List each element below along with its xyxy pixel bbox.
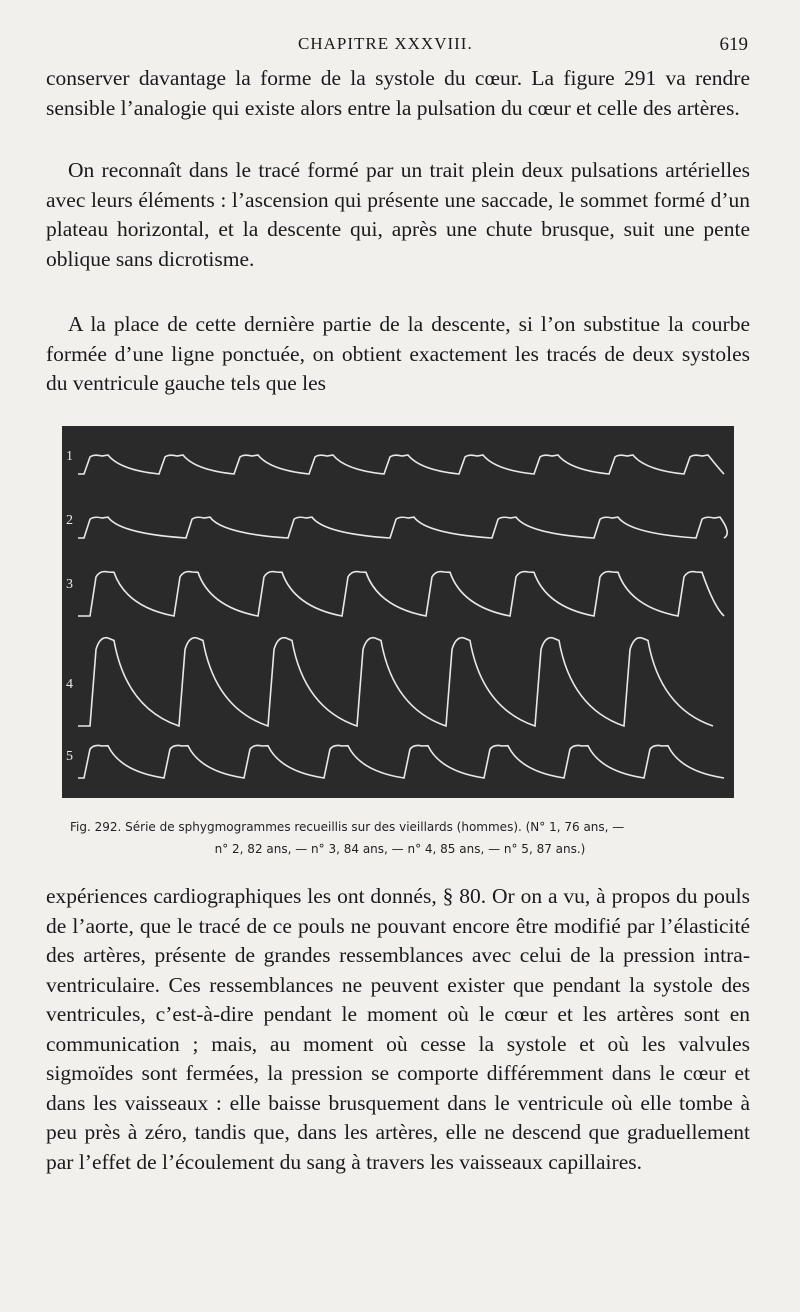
pulse-trace-1 [78,455,724,474]
caption-line-1: Fig. 292. Série de sphygmogrammes recueillis sur des vieillards (hommes). (N° 1, 76 ans, — [70,820,625,834]
sphygmogram-figure [62,426,734,798]
pulse-trace-5 [78,745,724,778]
paragraph-4: expériences cardiographiques les ont donnés, § 80. Or on a vu, à propos du pouls de l’aorte, que le tracé de ce pouls ne pouvant encore être modifié par l’élasticité des artères, présente de grandes ressemblances avec celui de la pression intra-ventriculaire. Ces ressemblances ne peuvent exister que pendant la systole des ventricules, c’est-à-dire pendant le moment où le cœur et les artères sont en communication ; mais, au moment où cesse la systole et où les valvules sigmoïdes sont fermées, la pression se comporte différemment dans le cœur et dans les vaisseaux : elle baisse brusquement dans le ventricule où elle tombe à peu près à zéro, tandis que, dans les artères, elle ne descend que graduellement par l’effet de l’écoulement du sang à travers les vaisseaux capillaires. [46,884,750,1174]
trace-label-1: 1 [66,449,73,464]
trace-label-3: 3 [66,577,73,592]
paragraph-1: conserver davantage la forme de la systole du cœur. La figure 291 va rendre sensible l’analogie qui existe alors entre la pulsation du cœur et celle des artères. [46,66,750,120]
pulse-trace-2 [78,517,727,538]
chapter-title: CHAPITRE XXXVIII. [298,34,473,53]
pulse-trace-3 [78,572,724,616]
pulse-trace-4 [78,638,713,726]
sphygmogram-traces [62,426,734,798]
trace-label-4: 4 [66,677,73,692]
paragraph-2: On reconnaît dans le tracé formé par un trait plein deux pulsations artérielles avec leurs éléments : l’ascension qui présente une saccade, le sommet formé d’un plateau horizontal, et la descente qui, après une chute brusque, suit une pente oblique sans dicrotisme. [46,158,750,271]
page-number: 619 [719,34,748,55]
caption-line-2: n° 2, 82 ans, — n° 3, 84 ans, — n° 4, 85 ans, — n° 5, 87 ans.) [214,842,586,856]
trace-label-2: 2 [66,513,73,528]
paragraph-3: A la place de cette dernière partie de la descente, si l’on substitue la courbe formée d’une ligne ponctuée, on obtient exactement les tracés de deux systoles du ventricule gauche tels que les [46,312,750,395]
running-header [48,32,748,60]
figure-caption [70,816,730,860]
trace-label-5: 5 [66,749,73,764]
